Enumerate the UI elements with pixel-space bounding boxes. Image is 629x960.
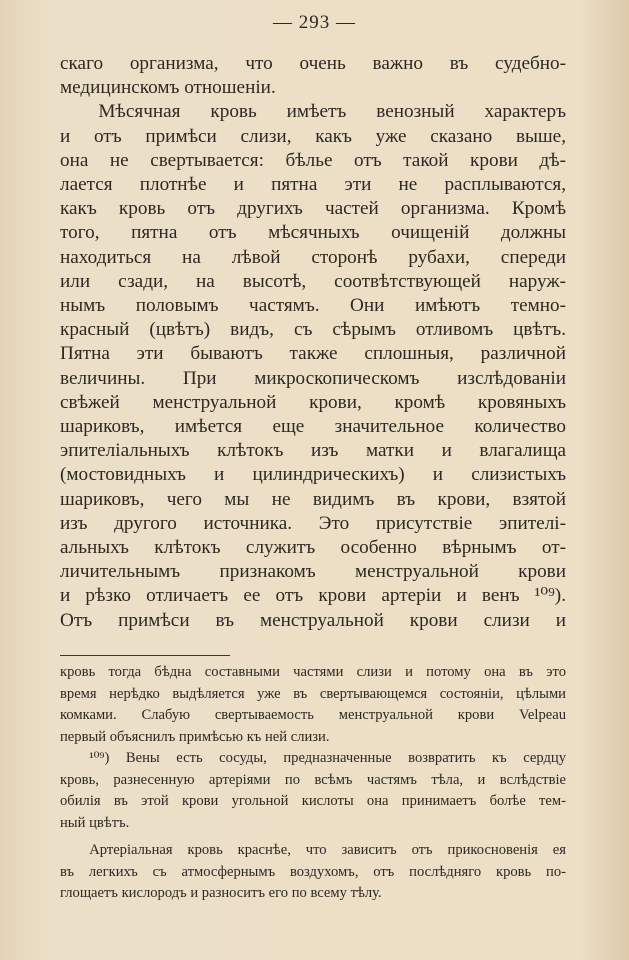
footnote-line: ный цвѣтъ. [60, 814, 130, 831]
main-text [60, 52, 566, 633]
footnotes [60, 662, 566, 905]
main-text-line: находиться на лѣвой сторонѣ рубахи, спереди [60, 246, 566, 268]
footnote-line: кровь, разнесенную артеріями по всѣмъ частямъ тѣла, и вслѣдствіе [60, 771, 566, 788]
footnote-line: комками. Слабую свертываемость менструальной крови Velpeau [60, 707, 566, 723]
main-text-line: личительнымъ признакомъ менструальной крови [60, 561, 566, 583]
footnote-line: кровь тогда бѣдна составными частями слизи и потому она въ это [60, 664, 566, 680]
main-text-line: величины. При микроскопическомъ изслѣдованіи [60, 367, 566, 389]
main-text-line: Пятна эти бываютъ также сплошныя, различной [60, 343, 566, 365]
main-text-line: и отъ примѣси слизи, какъ уже сказано выше, [60, 125, 566, 147]
footnote-line: первый объяснилъ примѣсью къ ней слизи. [60, 728, 330, 745]
main-text-line: шариковъ, имѣется еще значительное количество [60, 416, 566, 438]
footnote-line: глощаетъ кислородъ и разноситъ его по всему тѣлу. [60, 885, 382, 901]
footnote-line: Артеріальная кровь краснѣе, что зависитъ отъ прикосновенія ея [60, 842, 566, 858]
main-text-line: Мѣсячная кровь имѣетъ венозный характеръ [60, 101, 566, 123]
main-text-line: нымъ половымъ частямъ. Они имѣютъ темно- [60, 295, 566, 317]
footnote-line: ¹⁰⁹) Вены есть сосуды, предназначенные возвратить къ сердцу [60, 750, 566, 766]
footnote-divider [60, 655, 230, 656]
main-text-line: эпителіальныхъ клѣтокъ изъ матки и влагалища [60, 440, 566, 462]
main-text-line: медицинскомъ отношеніи. [60, 77, 276, 99]
main-text-line: и рѣзко отличаетъ ее отъ крови артеріи и венъ ¹⁰⁹). [60, 585, 566, 607]
footnote-line: время нерѣдко выдѣляется уже въ свертывающемся состояніи, цѣлыми [60, 685, 566, 702]
footnote-line: обилія въ этой крови угольной кислоты она принимаетъ болѣе тем- [60, 793, 566, 809]
footnote-line: въ легкихъ съ атмосфернымъ воздухомъ, отъ послѣдняго кровь по- [60, 863, 566, 880]
main-text-line: свѣжей менструальной крови, кромѣ кровяныхъ [60, 391, 566, 413]
page-number: — 293 — [273, 12, 356, 33]
main-text-line: (мостовидныхъ и цилиндрическихъ) и слизистыхъ [60, 464, 566, 486]
main-text-line: красный (цвѣтъ) видъ, съ сѣрымъ отливомъ цвѣтъ. [60, 319, 566, 341]
main-text-line: шариковъ, чего мы не видимъ въ крови, взятой [60, 488, 566, 510]
main-text-line: Отъ примѣси въ менструальной крови слизи и [60, 609, 566, 631]
main-text-line: альныхъ клѣтокъ служитъ особенно вѣрнымъ от- [60, 537, 566, 559]
main-text-line: того, пятна отъ мѣсячныхъ очищеній должны [60, 222, 566, 244]
main-text-line: какъ кровь отъ другихъ частей организма. Кромѣ [60, 198, 566, 220]
main-text-line: она не свертывается: бѣлье отъ такой крови дѣ- [60, 149, 566, 171]
main-text-line: скаго организма, что очень важно въ судебно- [60, 53, 566, 74]
main-text-line: или сзади, на высотѣ, соотвѣтствующей наруж- [60, 270, 566, 292]
main-text-line: лается плотнѣе и пятна эти не расплываются, [60, 174, 566, 196]
main-text-line: изъ другого источника. Это присутствіе эпителі- [60, 512, 566, 534]
